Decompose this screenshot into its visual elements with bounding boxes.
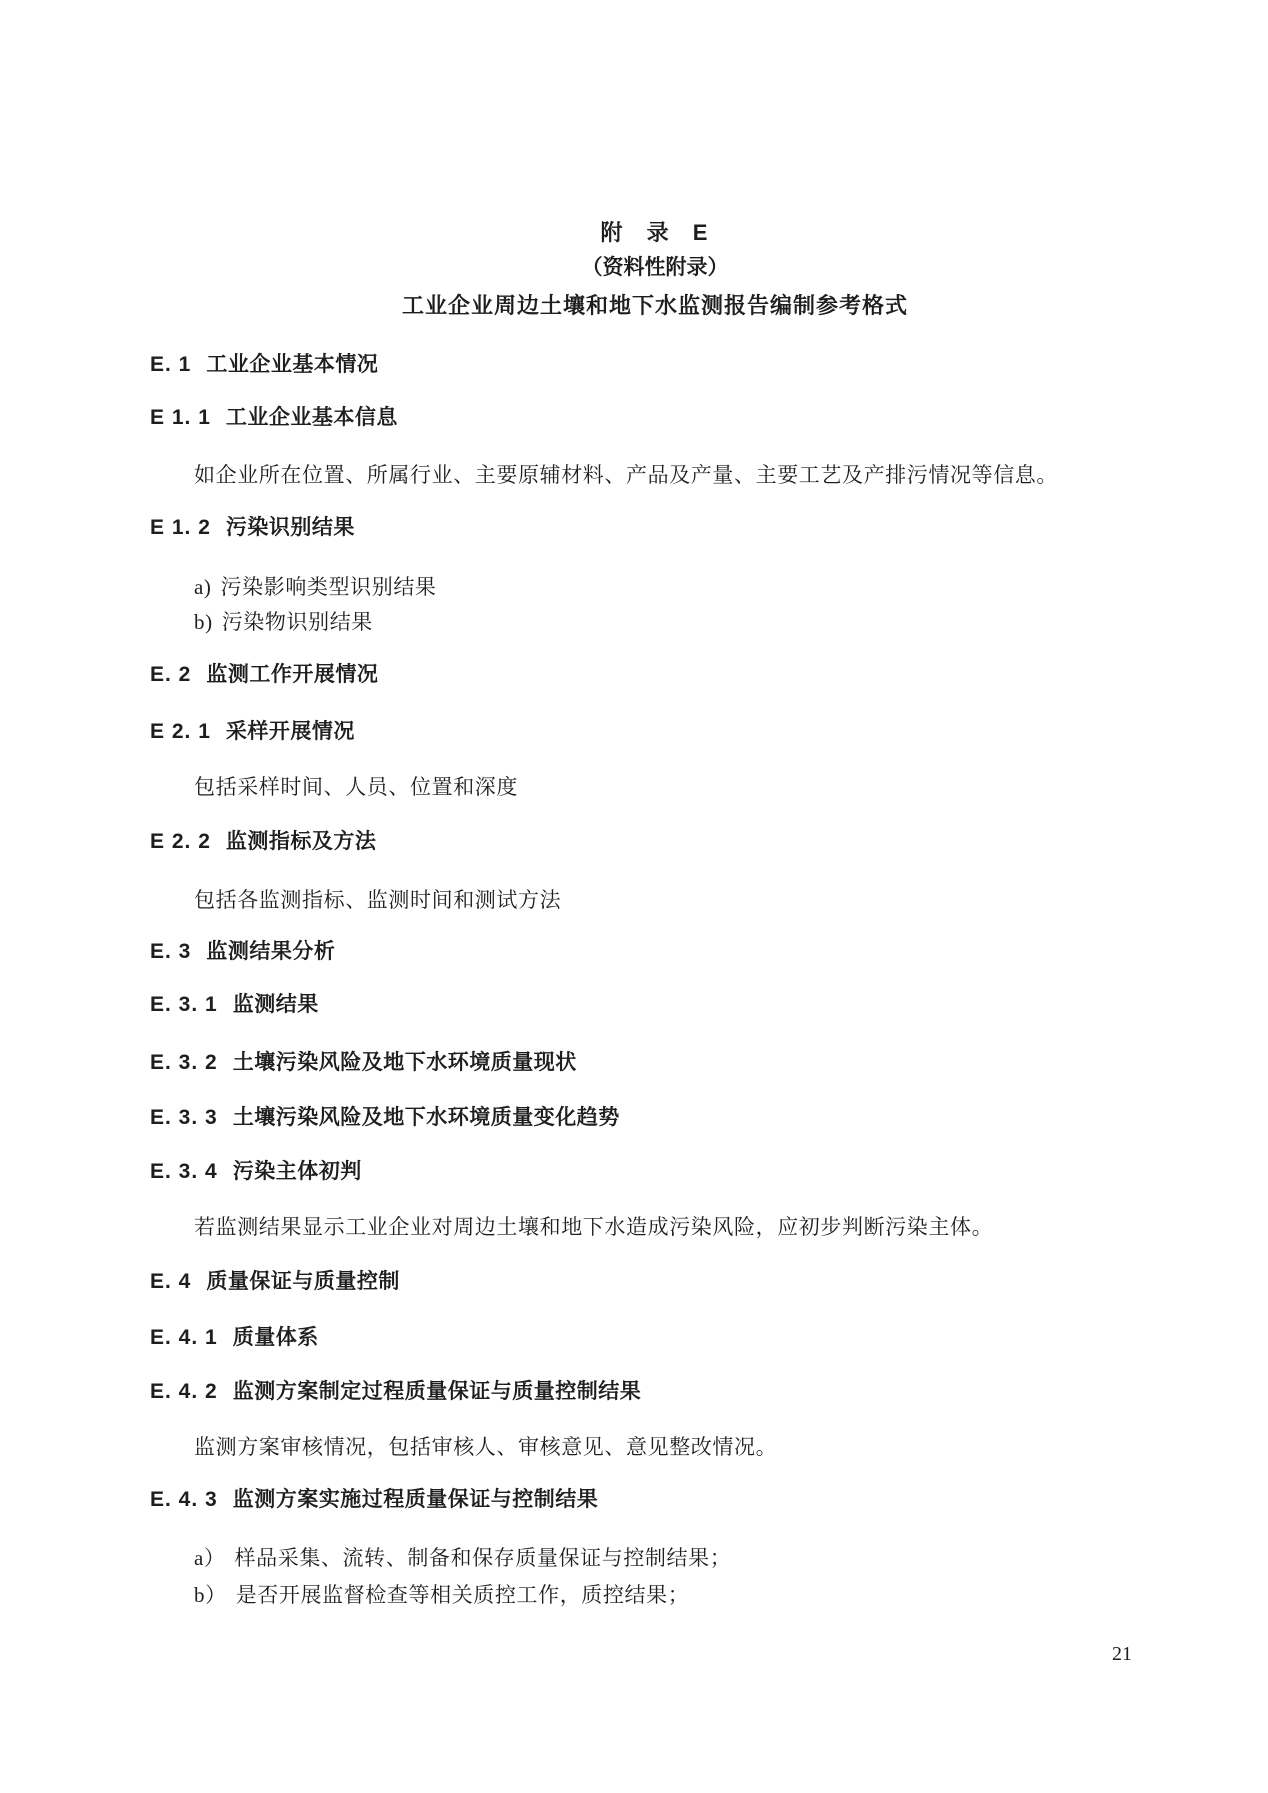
heading-number: E. 3. 1	[150, 993, 218, 1016]
heading-text: 监测方案制定过程质量保证与质量控制结果	[232, 1380, 642, 1403]
heading-text: 土壤污染风险及地下水环境质量现状	[232, 1051, 577, 1074]
heading-number: E. 4. 3	[150, 1488, 218, 1511]
list-item-text: 污染影响类型识别结果	[220, 575, 437, 599]
heading-number: E. 3	[150, 940, 192, 963]
heading-number: E. 3. 3	[150, 1106, 218, 1129]
doc-title: 工业企业周边土壤和地下水监测报告编制参考格式	[401, 293, 908, 318]
heading-number: E 2. 1	[150, 720, 211, 743]
heading-e-3-4	[150, 1161, 362, 1183]
list-item-a	[194, 576, 437, 598]
heading-e-3-2	[150, 1052, 577, 1074]
heading-e-3	[150, 941, 335, 963]
list-marker: b）	[194, 1583, 227, 1607]
heading-text: 工业企业基本情况	[206, 353, 379, 376]
heading-e-1	[150, 354, 378, 376]
appendix-note: （资料性附录）	[581, 256, 729, 279]
heading-e-2-2	[150, 831, 376, 853]
paragraph-e-2-2: 包括各监测指标、监测时间和测试方法	[194, 888, 562, 912]
heading-e-1-2	[150, 517, 355, 539]
paragraph-e-3-4: 若监测结果显示工业企业对周边土壤和地下水造成污染风险，应初步判断污染主体。	[194, 1215, 994, 1239]
heading-text: 监测结果	[232, 993, 319, 1016]
list-marker: a)	[194, 575, 212, 599]
heading-number: E 1. 1	[150, 406, 211, 429]
heading-number: E. 4. 1	[150, 1326, 218, 1349]
heading-number: E 2. 2	[150, 830, 211, 853]
list-marker: a）	[194, 1546, 226, 1570]
heading-text: 监测结果分析	[206, 940, 336, 963]
heading-number: E. 4. 2	[150, 1380, 218, 1403]
heading-text: 工业企业基本信息	[225, 406, 398, 429]
heading-text: 污染识别结果	[225, 516, 355, 539]
heading-text: 土壤污染风险及地下水环境质量变化趋势	[232, 1106, 620, 1129]
heading-text: 监测指标及方法	[225, 830, 377, 853]
heading-e-4	[150, 1271, 400, 1293]
paragraph-e-4-2: 监测方案审核情况，包括审核人、审核意见、意见整改情况。	[194, 1435, 778, 1459]
heading-e-3-1	[150, 994, 319, 1016]
heading-number: E. 1	[150, 353, 192, 376]
heading-e-4-1	[150, 1327, 319, 1349]
paragraph-e-2-1: 包括采样时间、人员、位置和深度	[194, 775, 518, 799]
heading-number: E. 2	[150, 663, 192, 686]
list-item-b	[194, 1584, 689, 1606]
heading-e-4-2	[150, 1381, 641, 1403]
heading-number: E. 3. 4	[150, 1160, 218, 1183]
list-item-text: 污染物识别结果	[221, 610, 373, 634]
list-item-b	[194, 611, 373, 633]
heading-number: E. 4	[150, 1270, 192, 1293]
heading-e-3-3	[150, 1107, 620, 1129]
heading-e-1-1	[150, 407, 398, 429]
heading-e-4-3	[150, 1489, 598, 1511]
heading-text: 污染主体初判	[232, 1160, 362, 1183]
list-item-a	[194, 1547, 731, 1569]
appendix-label: 附 录 E	[600, 220, 710, 245]
heading-text: 采样开展情况	[225, 720, 355, 743]
list-item-text: 是否开展监督检查等相关质控工作，质控结果；	[235, 1583, 690, 1607]
heading-e-2	[150, 664, 378, 686]
page-number: 21	[1112, 1643, 1132, 1665]
paragraph-e-1-1: 如企业所在位置、所属行业、主要原辅材料、产品及产量、主要工艺及产排污情况等信息。	[194, 463, 1058, 487]
heading-text: 监测方案实施过程质量保证与控制结果	[232, 1488, 599, 1511]
heading-number: E. 3. 2	[150, 1051, 218, 1074]
list-marker: b)	[194, 610, 213, 634]
heading-e-2-1	[150, 721, 355, 743]
heading-text: 监测工作开展情况	[206, 663, 379, 686]
heading-text: 质量体系	[232, 1326, 319, 1349]
heading-number: E 1. 2	[150, 516, 211, 539]
heading-text: 质量保证与质量控制	[206, 1270, 400, 1293]
list-item-text: 样品采集、流转、制备和保存质量保证与控制结果；	[234, 1546, 732, 1570]
